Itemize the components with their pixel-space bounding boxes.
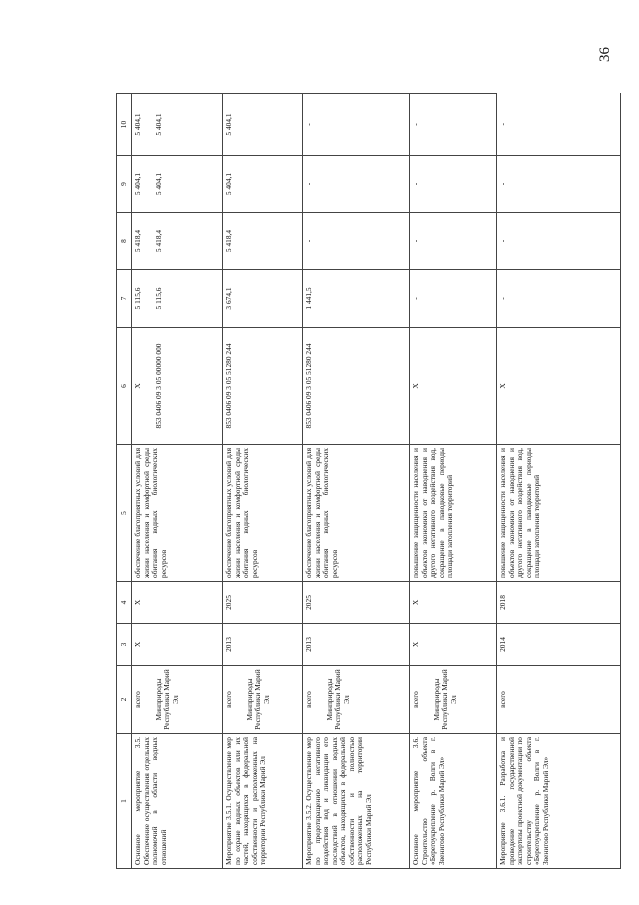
row-result: повышение защищенности населения и объектов экономики от наводнения и другого негативного воздействия вод, сокращение в паводковые периоды площади затопления территорий (497, 445, 621, 582)
executor-total: всего (411, 691, 420, 708)
row-code: 853 0406 09 3 05 51280 244 (303, 328, 410, 445)
code-total: Х (133, 383, 142, 389)
row-end: Х (410, 582, 497, 624)
row-value-10: 5 404,1 (223, 94, 303, 156)
row-value-9: 5 404,1 (223, 156, 303, 213)
row-value-7: - (497, 270, 621, 328)
row-name: Мероприятие 3.5.1. Осуществление мер по охране водных объектов или их частей, находящихся в федеральной собственности и расположенных на территории Республики Марий Эл (223, 734, 303, 869)
row-value-8 (132, 213, 223, 270)
row-value-8: 5 418,4 (223, 213, 303, 270)
row-value-10: - (303, 94, 410, 156)
header-col-4: 4 (117, 582, 132, 624)
header-col-3: 3 (117, 624, 132, 666)
row-start: Х (132, 624, 223, 666)
row-value-7: 3 674,1 (223, 270, 303, 328)
executor-org: Минприроды Республики Марий Эл (153, 669, 180, 730)
value-detail: 5 115,6 (153, 287, 163, 310)
value-total: 5 404,1 (133, 113, 142, 136)
executor-total: всего (224, 691, 233, 708)
row-result: обеспечение благоприятных условий для жизни населения и комфортной среды обитания водных биологических ресурсов (303, 445, 410, 582)
value-detail: 5 404,1 (153, 172, 163, 196)
row-name: Основное мероприятие 3.6. Строительство объекта «Берегоукрепление р. Волги в г. Звенигово Республики Марий Эл» (410, 734, 497, 869)
executor-total: всего (133, 691, 142, 708)
row-executor (410, 666, 497, 734)
header-col-8: 8 (117, 213, 132, 270)
executor-total: всего (304, 691, 313, 708)
row-code (132, 328, 223, 445)
row-name: Основное мероприятие 3.5. Обеспечение осуществления отдельных полномочий в области водных отношений (132, 734, 223, 869)
row-value-10: - (410, 94, 497, 156)
row-value-8: - (410, 213, 497, 270)
row-start: 2013 (303, 624, 410, 666)
table-row (410, 94, 497, 869)
row-value-8: - (497, 213, 621, 270)
row-executor (132, 666, 223, 734)
header-col-5: 5 (117, 445, 132, 582)
value-detail: 5 404,1 (153, 113, 163, 136)
row-value-7: 1 441,5 (303, 270, 410, 328)
row-executor (223, 666, 303, 734)
table-container (116, 94, 618, 869)
value-total: 5 404,1 (133, 172, 142, 196)
table-row (223, 94, 303, 869)
row-code: 853 0406 09 3 05 51280 244 (223, 328, 303, 445)
row-value-8: - (303, 213, 410, 270)
executor-org: Минприроды Республики Марий Эл (244, 669, 271, 730)
header-col-10: 10 (117, 94, 132, 156)
row-executor (303, 666, 410, 734)
program-table (116, 93, 621, 869)
header-col-2: 2 (117, 666, 132, 734)
row-executor: всего (497, 666, 621, 734)
row-name: Мероприятие 3.6.1. Разработка и проведение государственной экспертизы проектной документации по строительству объекта «Берегоукрепление р. Волги в г. Звенигово Республики Марий Эл» (497, 734, 621, 869)
header-col-6: 6 (117, 328, 132, 445)
row-code: Х (497, 328, 621, 445)
row-start: 2013 (223, 624, 303, 666)
header-col-7: 7 (117, 270, 132, 328)
row-value-9: - (410, 156, 497, 213)
value-total: 5 115,6 (133, 287, 142, 310)
page-number: 36 (597, 47, 613, 62)
row-name: Мероприятие 3.5.2. Осуществление мер по предотвращению негативного воздействия вод и ликвидации его последствий в отношении водных объектов, находящихся в федеральной собственности и полностью расположенных на территории Республики Марий Эл (303, 734, 410, 869)
code-detail: 853 0406 09 3 05 00000 000 (153, 343, 163, 429)
executor-org: Минприроды Республики Марий Эл (431, 669, 458, 730)
row-start: 2014 (497, 624, 621, 666)
value-detail: 5 418,4 (153, 229, 163, 253)
executor-org: Минприроды Республики Марий Эл (324, 669, 351, 730)
row-result: обеспечение благоприятных условий для жизни населения и комфортной среды обитания водных биологических ресурсов (132, 445, 223, 582)
header-col-9: 9 (117, 156, 132, 213)
row-end: 2025 (223, 582, 303, 624)
row-value-9 (132, 156, 223, 213)
row-value-10 (132, 94, 223, 156)
table-row (132, 94, 223, 869)
row-end: 2018 (497, 582, 621, 624)
row-result: обеспечение благоприятных условий для жизни населения и комфортной среды обитания водных биологических ресурсов (223, 445, 303, 582)
row-value-9: - (303, 156, 410, 213)
table-row (497, 94, 621, 869)
header-row (117, 94, 132, 869)
row-value-7 (132, 270, 223, 328)
row-value-10: - (497, 94, 621, 156)
row-end: 2025 (303, 582, 410, 624)
row-start: Х (410, 624, 497, 666)
row-code: Х (410, 328, 497, 445)
row-result: повышение защищенности населения и объектов экономики от наводнения и другого негативного воздействия вод, сокращение в паводковые периоды площади затопления территорий (410, 445, 497, 582)
row-value-9: - (497, 156, 621, 213)
row-end: Х (132, 582, 223, 624)
value-total: 5 418,4 (133, 229, 142, 253)
row-value-7: - (410, 270, 497, 328)
header-col-1: 1 (117, 734, 132, 869)
table-row (303, 94, 410, 869)
